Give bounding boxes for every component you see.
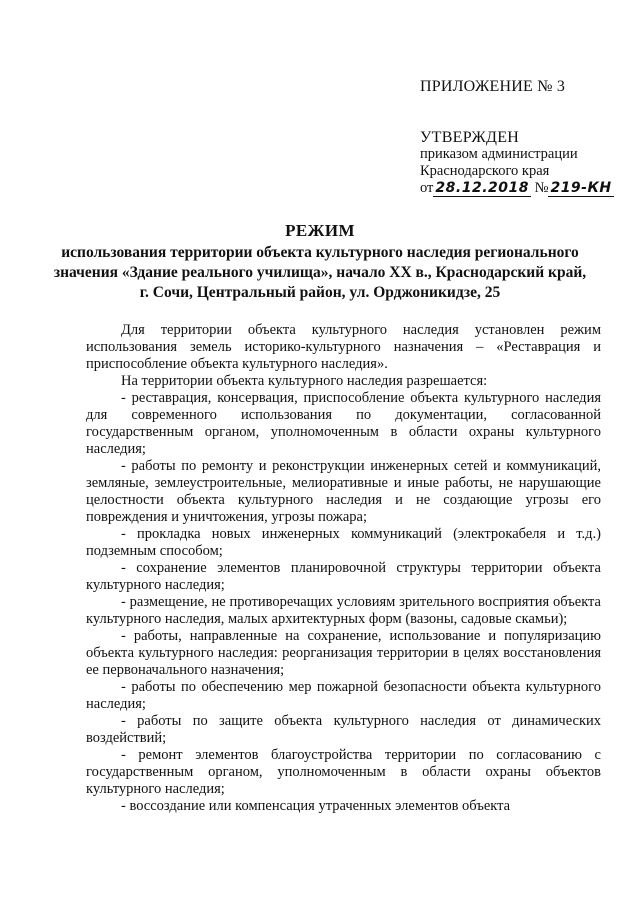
list-item: - работы по обеспечению мер пожарной безопасности объекта культурного наследия;	[86, 679, 601, 712]
intro-paragraph: Для территории объекта культурного наследия установлен режим использования земель историко-культурного назначения – «Реставрация и приспособление объекта культурного наследия».	[86, 322, 601, 372]
approval-stamp	[420, 78, 620, 197]
appendix-number: ПРИЛОЖЕНИЕ № 3	[420, 78, 566, 95]
handwritten-date: 28.12.2018	[435, 180, 529, 196]
title-line-2: значения «Здание реального училища», начало XX в., Краснодарский край,	[53, 264, 587, 281]
number-prefix: №	[534, 180, 549, 196]
handwritten-number: 219-КН	[550, 180, 612, 196]
title-line-3: г. Сочи, Центральный район, ул. Орджоникидзе, 25	[139, 284, 501, 301]
list-item: - работы по защите объекта культурного наследия от динамических воздействий;	[86, 713, 601, 746]
list-item: - работы, направленные на сохранение, использование и популяризацию объекта культурного наследия: реорганизация территории в целях восстановления ее первоначального назначения;	[86, 628, 601, 678]
list-item: - реставрация, консервация, приспособление объекта культурного наследия для современного использования по документации, согласованной государственным органом, уполномоченным в области охраны культурного наследия;	[86, 390, 601, 457]
allowed-heading: На территории объекта культурного наследия разрешается:	[121, 373, 488, 389]
list-item: - воссоздание или компенсация утраченных элементов объекта	[121, 798, 511, 814]
document-title	[40, 221, 600, 303]
date-prefix: от	[420, 180, 434, 196]
list-item: - ремонт элементов благоустройства территории по согласованию с государственным органом, уполномоченным в области охраны объектов культурного наследия;	[86, 747, 601, 797]
list-item: - размещение, не противоречащих условиям зрительного восприятия объекта культурного наследия, малых архитектурных форм (вазоны, садовые скамьи);	[86, 594, 601, 627]
order-date-number	[420, 180, 620, 197]
title-line-1: использования территории объекта культурного наследия регионального	[61, 244, 579, 261]
list-item: - работы по ремонту и реконструкции инженерных сетей и коммуникаций, земляные, землеустроительные, мелиоративные и иные работы, не нарушающие целостности объекта культурного наследия и не создающие угрозы его повреждения и уничтожения, угрозы пожара;	[86, 458, 601, 525]
approved-heading: УТВЕРЖДЕН	[420, 129, 520, 146]
list-item: - прокладка новых инженерных коммуникаций (электрокабеля и т.д.) подземным способом;	[86, 526, 601, 559]
approval-line-1: приказом администрации	[420, 146, 578, 162]
list-item: - сохранение элементов планировочной структуры территории объекта культурного наследия;	[86, 560, 601, 593]
approval-line-2: Краснодарского края	[420, 163, 550, 179]
title-regime: РЕЖИМ	[285, 221, 355, 240]
document-body	[86, 322, 601, 815]
